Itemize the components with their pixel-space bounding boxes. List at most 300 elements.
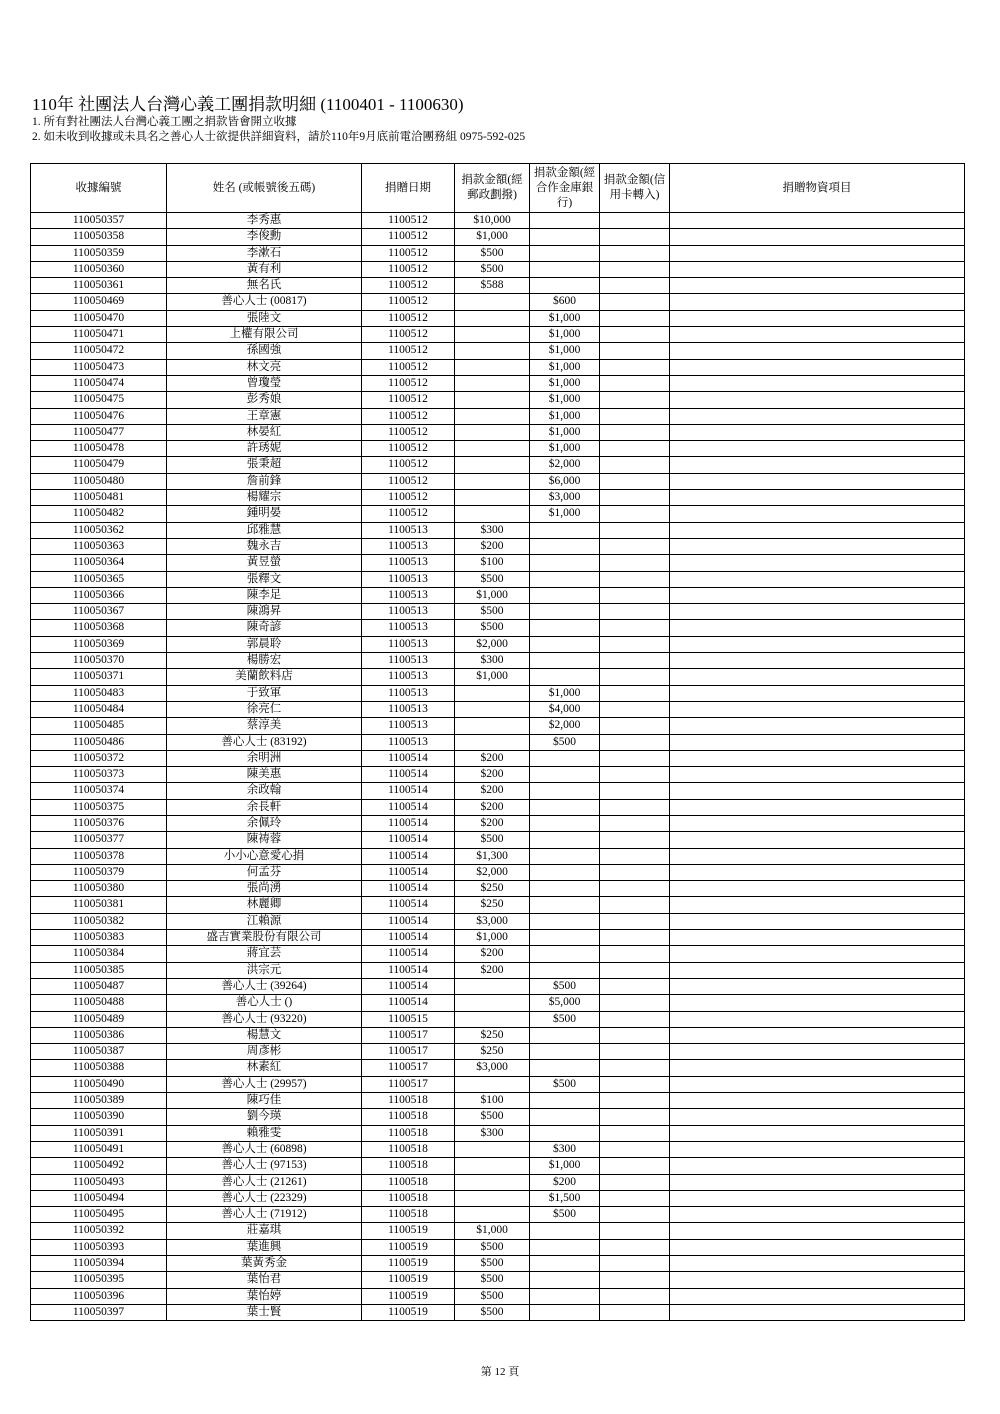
donated-items-cell [670, 473, 965, 489]
amount-postal-cell: $200 [455, 799, 530, 815]
amount-credit-card-cell [600, 864, 670, 880]
donor-name-cell: 張釋文 [167, 571, 362, 587]
donor-name-cell: 張尚湧 [167, 881, 362, 897]
donated-items-cell [670, 815, 965, 831]
amount-postal-cell [455, 359, 530, 375]
receipt-number-cell: 110050388 [31, 1060, 167, 1076]
donation-date-cell: 1100518 [362, 1141, 455, 1157]
table-row [31, 913, 965, 929]
donated-items-cell [670, 506, 965, 522]
table-row [31, 653, 965, 669]
amount-bank-cell [530, 848, 600, 864]
donation-date-cell: 1100514 [362, 930, 455, 946]
amount-postal-cell [455, 343, 530, 359]
amount-bank-cell: $1,000 [530, 441, 600, 457]
receipt-number-cell: 110050493 [31, 1174, 167, 1190]
amount-credit-card-cell [600, 408, 670, 424]
donor-name-cell: 于致軍 [167, 685, 362, 701]
amount-postal-cell: $500 [455, 1109, 530, 1125]
donor-name-cell: 葉怡婷 [167, 1288, 362, 1304]
donor-name-cell: 善心人士 (00817) [167, 294, 362, 310]
donated-items-cell [670, 1027, 965, 1043]
donor-name-cell: 陳李足 [167, 587, 362, 603]
donor-name-cell: 許琇妮 [167, 441, 362, 457]
table-row [31, 1207, 965, 1223]
donor-name-cell: 劉今瑛 [167, 1109, 362, 1125]
amount-postal-cell: $500 [455, 1239, 530, 1255]
amount-bank-cell: $500 [530, 1011, 600, 1027]
receipt-number-cell: 110050492 [31, 1158, 167, 1174]
donor-name-cell: 李秀惠 [167, 213, 362, 229]
table-row [31, 669, 965, 685]
receipt-number-cell: 110050380 [31, 881, 167, 897]
receipt-number-cell: 110050369 [31, 636, 167, 652]
note-2: 2. 如未收到收據或未具名之善心人士欲提供詳細資料，請於110年9月底前電洽團務組 0975-592-025 [32, 131, 526, 143]
amount-bank-cell [530, 1044, 600, 1060]
amount-credit-card-cell [600, 278, 670, 294]
receipt-number-cell: 110050476 [31, 408, 167, 424]
donated-items-cell [670, 604, 965, 620]
donation-date-cell: 1100515 [362, 1011, 455, 1027]
receipt-number-cell: 110050480 [31, 473, 167, 489]
receipt-number-cell: 110050387 [31, 1044, 167, 1060]
donated-items-cell [670, 1304, 965, 1320]
amount-bank-cell [530, 913, 600, 929]
amount-bank-cell [530, 832, 600, 848]
amount-postal-cell [455, 1158, 530, 1174]
amount-credit-card-cell [600, 327, 670, 343]
amount-postal-cell: $1,000 [455, 587, 530, 603]
receipt-number-cell: 110050470 [31, 310, 167, 326]
donated-items-cell [670, 229, 965, 245]
amount-bank-cell [530, 930, 600, 946]
amount-bank-cell [530, 1109, 600, 1125]
receipt-number-cell: 110050479 [31, 457, 167, 473]
amount-credit-card-cell [600, 1288, 670, 1304]
amount-bank-cell: $1,000 [530, 343, 600, 359]
donated-items-cell [670, 1288, 965, 1304]
donor-name-cell: 詹前鋒 [167, 473, 362, 489]
receipt-number-cell: 110050365 [31, 571, 167, 587]
amount-bank-cell: $200 [530, 1174, 600, 1190]
donated-items-cell [670, 1207, 965, 1223]
table-row [31, 734, 965, 750]
donated-items-cell [670, 571, 965, 587]
receipt-number-cell: 110050488 [31, 995, 167, 1011]
receipt-number-cell: 110050382 [31, 913, 167, 929]
table-row [31, 1223, 965, 1239]
page-header [32, 95, 525, 145]
donated-items-cell [670, 490, 965, 506]
receipt-number-cell: 110050391 [31, 1125, 167, 1141]
amount-bank-cell [530, 1093, 600, 1109]
table-row [31, 424, 965, 440]
amount-credit-card-cell [600, 571, 670, 587]
receipt-number-cell: 110050495 [31, 1207, 167, 1223]
amount-bank-cell [530, 555, 600, 571]
donated-items-cell [670, 1076, 965, 1092]
donated-items-cell [670, 1272, 965, 1288]
amount-postal-cell [455, 408, 530, 424]
amount-bank-cell [530, 897, 600, 913]
donated-items-cell [670, 1158, 965, 1174]
donor-name-cell: 蔣宜芸 [167, 946, 362, 962]
receipt-number-cell: 110050368 [31, 620, 167, 636]
amount-postal-cell [455, 441, 530, 457]
donated-items-cell [670, 978, 965, 994]
amount-credit-card-cell [600, 718, 670, 734]
table-row [31, 1093, 965, 1109]
donor-name-cell: 善心人士 (60898) [167, 1141, 362, 1157]
table-row [31, 930, 965, 946]
amount-credit-card-cell [600, 848, 670, 864]
table-row [31, 229, 965, 245]
receipt-number-cell: 110050370 [31, 653, 167, 669]
donation-date-cell: 1100512 [362, 245, 455, 261]
amount-postal-cell [455, 1174, 530, 1190]
donation-date-cell: 1100514 [362, 750, 455, 766]
receipt-number-cell: 110050389 [31, 1093, 167, 1109]
col-amount-credit-card: 捐款金額(信用卡轉入) [600, 164, 670, 213]
table-row [31, 750, 965, 766]
amount-bank-cell: $500 [530, 1207, 600, 1223]
amount-bank-cell [530, 245, 600, 261]
receipt-number-cell: 110050381 [31, 897, 167, 913]
amount-bank-cell [530, 1304, 600, 1320]
receipt-number-cell: 110050386 [31, 1027, 167, 1043]
table-row [31, 832, 965, 848]
donation-date-cell: 1100517 [362, 1027, 455, 1043]
donation-date-cell: 1100514 [362, 897, 455, 913]
table-row [31, 555, 965, 571]
amount-bank-cell [530, 1239, 600, 1255]
amount-postal-cell: $500 [455, 1272, 530, 1288]
donated-items-cell [670, 1239, 965, 1255]
donor-name-cell: 善心人士 (21261) [167, 1174, 362, 1190]
amount-bank-cell [530, 767, 600, 783]
table-row [31, 310, 965, 326]
amount-credit-card-cell [600, 734, 670, 750]
amount-credit-card-cell [600, 1190, 670, 1206]
donation-date-cell: 1100519 [362, 1223, 455, 1239]
donor-name-cell: 張秉超 [167, 457, 362, 473]
amount-credit-card-cell [600, 1174, 670, 1190]
amount-postal-cell: $3,000 [455, 913, 530, 929]
donation-date-cell: 1100518 [362, 1125, 455, 1141]
receipt-number-cell: 110050357 [31, 213, 167, 229]
donation-date-cell: 1100512 [362, 294, 455, 310]
amount-postal-cell [455, 424, 530, 440]
amount-postal-cell: $2,000 [455, 864, 530, 880]
donated-items-cell [670, 1223, 965, 1239]
amount-bank-cell: $2,000 [530, 457, 600, 473]
donation-date-cell: 1100512 [362, 327, 455, 343]
amount-bank-cell [530, 1256, 600, 1272]
amount-bank-cell [530, 522, 600, 538]
donation-date-cell: 1100512 [362, 229, 455, 245]
receipt-number-cell: 110050396 [31, 1288, 167, 1304]
donation-date-cell: 1100518 [362, 1190, 455, 1206]
amount-postal-cell [455, 701, 530, 717]
donation-date-cell: 1100514 [362, 995, 455, 1011]
receipt-number-cell: 110050366 [31, 587, 167, 603]
donor-name-cell: 葉進興 [167, 1239, 362, 1255]
donation-date-cell: 1100514 [362, 864, 455, 880]
donated-items-cell [670, 555, 965, 571]
receipt-number-cell: 110050482 [31, 506, 167, 522]
donation-date-cell: 1100513 [362, 522, 455, 538]
amount-bank-cell [530, 815, 600, 831]
donation-date-cell: 1100514 [362, 978, 455, 994]
donation-table [30, 163, 965, 1321]
donor-name-cell: 江賴源 [167, 913, 362, 929]
receipt-number-cell: 110050478 [31, 441, 167, 457]
receipt-number-cell: 110050485 [31, 718, 167, 734]
donor-name-cell: 邱雅慧 [167, 522, 362, 538]
amount-bank-cell: $2,000 [530, 718, 600, 734]
amount-postal-cell: $200 [455, 750, 530, 766]
donor-name-cell: 曾瓊瑩 [167, 375, 362, 391]
donation-date-cell: 1100513 [362, 604, 455, 620]
donor-name-cell: 善心人士 (93220) [167, 1011, 362, 1027]
receipt-number-cell: 110050471 [31, 327, 167, 343]
donated-items-cell [670, 750, 965, 766]
donation-date-cell: 1100513 [362, 653, 455, 669]
amount-credit-card-cell [600, 1093, 670, 1109]
donated-items-cell [670, 620, 965, 636]
amount-postal-cell [455, 718, 530, 734]
donated-items-cell [670, 441, 965, 457]
donated-items-cell [670, 799, 965, 815]
amount-postal-cell: $1,000 [455, 229, 530, 245]
amount-postal-cell: $250 [455, 1044, 530, 1060]
table-row [31, 1141, 965, 1157]
amount-credit-card-cell [600, 669, 670, 685]
table-row [31, 1190, 965, 1206]
donated-items-cell [670, 587, 965, 603]
amount-postal-cell [455, 506, 530, 522]
receipt-number-cell: 110050489 [31, 1011, 167, 1027]
donated-items-cell [670, 408, 965, 424]
amount-postal-cell [455, 490, 530, 506]
donated-items-cell [670, 327, 965, 343]
amount-postal-cell: $500 [455, 571, 530, 587]
page-title: 110年 社團法人台灣心義工團捐款明細 (1100401 - 1100630) [32, 95, 464, 114]
amount-credit-card-cell [600, 1125, 670, 1141]
table-row [31, 245, 965, 261]
donation-date-cell: 1100514 [362, 767, 455, 783]
donation-date-cell: 1100519 [362, 1272, 455, 1288]
donor-name-cell: 善心人士 (83192) [167, 734, 362, 750]
donation-date-cell: 1100512 [362, 506, 455, 522]
amount-bank-cell [530, 962, 600, 978]
amount-credit-card-cell [600, 1011, 670, 1027]
amount-postal-cell: $100 [455, 555, 530, 571]
donor-name-cell: 張陸文 [167, 310, 362, 326]
receipt-number-cell: 110050377 [31, 832, 167, 848]
amount-credit-card-cell [600, 343, 670, 359]
amount-credit-card-cell [600, 1141, 670, 1157]
donated-items-cell [670, 897, 965, 913]
donation-date-cell: 1100519 [362, 1239, 455, 1255]
receipt-number-cell: 110050487 [31, 978, 167, 994]
donation-date-cell: 1100519 [362, 1288, 455, 1304]
donated-items-cell [670, 930, 965, 946]
donated-items-cell [670, 832, 965, 848]
amount-credit-card-cell [600, 310, 670, 326]
donation-date-cell: 1100514 [362, 848, 455, 864]
amount-credit-card-cell [600, 881, 670, 897]
receipt-number-cell: 110050390 [31, 1109, 167, 1125]
receipt-number-cell: 110050472 [31, 343, 167, 359]
donated-items-cell [670, 1093, 965, 1109]
table-row [31, 1288, 965, 1304]
receipt-number-cell: 110050360 [31, 261, 167, 277]
table-row [31, 1158, 965, 1174]
receipt-number-cell: 110050483 [31, 685, 167, 701]
amount-credit-card-cell [600, 1272, 670, 1288]
note-1: 1. 所有對社團法人台灣心義工團之捐款皆會開立收據 [32, 116, 297, 128]
amount-bank-cell: $600 [530, 294, 600, 310]
amount-credit-card-cell [600, 978, 670, 994]
donor-name-cell: 余長軒 [167, 799, 362, 815]
donation-date-cell: 1100514 [362, 913, 455, 929]
table-header-row [31, 164, 965, 213]
donated-items-cell [670, 946, 965, 962]
donated-items-cell [670, 653, 965, 669]
table-row [31, 587, 965, 603]
table-row [31, 767, 965, 783]
amount-bank-cell [530, 229, 600, 245]
donor-name-cell: 洪宗元 [167, 962, 362, 978]
receipt-number-cell: 110050469 [31, 294, 167, 310]
amount-credit-card-cell [600, 457, 670, 473]
receipt-number-cell: 110050371 [31, 669, 167, 685]
donated-items-cell [670, 375, 965, 391]
donated-items-cell [670, 392, 965, 408]
amount-credit-card-cell [600, 1207, 670, 1223]
donation-date-cell: 1100513 [362, 555, 455, 571]
donated-items-cell [670, 1174, 965, 1190]
amount-credit-card-cell [600, 995, 670, 1011]
donated-items-cell [670, 1044, 965, 1060]
donor-name-cell: 善心人士 (71912) [167, 1207, 362, 1223]
donation-date-cell: 1100512 [362, 359, 455, 375]
amount-bank-cell [530, 278, 600, 294]
donated-items-cell [670, 278, 965, 294]
table-row [31, 1044, 965, 1060]
amount-credit-card-cell [600, 555, 670, 571]
donor-name-cell: 鍾明晏 [167, 506, 362, 522]
amount-credit-card-cell [600, 424, 670, 440]
receipt-number-cell: 110050374 [31, 783, 167, 799]
amount-credit-card-cell [600, 930, 670, 946]
donation-date-cell: 1100513 [362, 685, 455, 701]
amount-bank-cell [530, 799, 600, 815]
amount-postal-cell: $588 [455, 278, 530, 294]
col-amount-postal: 捐款金額(經郵政劃撥) [455, 164, 530, 213]
donation-date-cell: 1100519 [362, 1304, 455, 1320]
amount-postal-cell: $200 [455, 767, 530, 783]
amount-postal-cell: $250 [455, 1027, 530, 1043]
amount-credit-card-cell [600, 620, 670, 636]
amount-postal-cell: $200 [455, 783, 530, 799]
amount-credit-card-cell [600, 636, 670, 652]
amount-credit-card-cell [600, 245, 670, 261]
donation-date-cell: 1100513 [362, 587, 455, 603]
amount-postal-cell [455, 327, 530, 343]
amount-postal-cell [455, 473, 530, 489]
donor-name-cell: 陳巧佳 [167, 1093, 362, 1109]
amount-credit-card-cell [600, 1304, 670, 1320]
donor-name-cell: 黃有利 [167, 261, 362, 277]
receipt-number-cell: 110050379 [31, 864, 167, 880]
donation-date-cell: 1100512 [362, 375, 455, 391]
donation-date-cell: 1100514 [362, 815, 455, 831]
receipt-number-cell: 110050393 [31, 1239, 167, 1255]
amount-credit-card-cell [600, 522, 670, 538]
table-row [31, 636, 965, 652]
donor-name-cell: 蔡淳美 [167, 718, 362, 734]
amount-postal-cell: $500 [455, 1288, 530, 1304]
donation-date-cell: 1100513 [362, 538, 455, 554]
table-row [31, 327, 965, 343]
receipt-number-cell: 110050397 [31, 1304, 167, 1320]
donor-name-cell: 徐亮仁 [167, 701, 362, 717]
amount-bank-cell: $1,000 [530, 1158, 600, 1174]
amount-bank-cell [530, 1272, 600, 1288]
donation-date-cell: 1100517 [362, 1076, 455, 1092]
amount-credit-card-cell [600, 1027, 670, 1043]
table-row [31, 897, 965, 913]
amount-postal-cell [455, 1207, 530, 1223]
amount-bank-cell [530, 636, 600, 652]
donor-name-cell: 李漱石 [167, 245, 362, 261]
donation-date-cell: 1100518 [362, 1174, 455, 1190]
donation-date-cell: 1100512 [362, 408, 455, 424]
amount-bank-cell [530, 1060, 600, 1076]
amount-credit-card-cell [600, 815, 670, 831]
donation-date-cell: 1100512 [362, 310, 455, 326]
amount-postal-cell: $10,000 [455, 213, 530, 229]
donated-items-cell [670, 913, 965, 929]
amount-credit-card-cell [600, 701, 670, 717]
donor-name-cell: 善心人士 (29957) [167, 1076, 362, 1092]
table-row [31, 1256, 965, 1272]
donor-name-cell: 楊耀宗 [167, 490, 362, 506]
receipt-number-cell: 110050361 [31, 278, 167, 294]
table-row [31, 815, 965, 831]
donor-name-cell: 善心人士 (39264) [167, 978, 362, 994]
donor-name-cell: 陳奇諺 [167, 620, 362, 636]
table-row [31, 1272, 965, 1288]
donated-items-cell [670, 848, 965, 864]
donor-name-cell: 陳鴻昇 [167, 604, 362, 620]
amount-credit-card-cell [600, 359, 670, 375]
table-row [31, 213, 965, 229]
receipt-number-cell: 110050372 [31, 750, 167, 766]
table-row [31, 343, 965, 359]
donation-date-cell: 1100512 [362, 424, 455, 440]
donated-items-cell [670, 522, 965, 538]
donor-name-cell: 彭秀娘 [167, 392, 362, 408]
table-row [31, 978, 965, 994]
donation-date-cell: 1100514 [362, 832, 455, 848]
donated-items-cell [670, 457, 965, 473]
amount-bank-cell [530, 750, 600, 766]
table-row [31, 881, 965, 897]
amount-bank-cell: $300 [530, 1141, 600, 1157]
